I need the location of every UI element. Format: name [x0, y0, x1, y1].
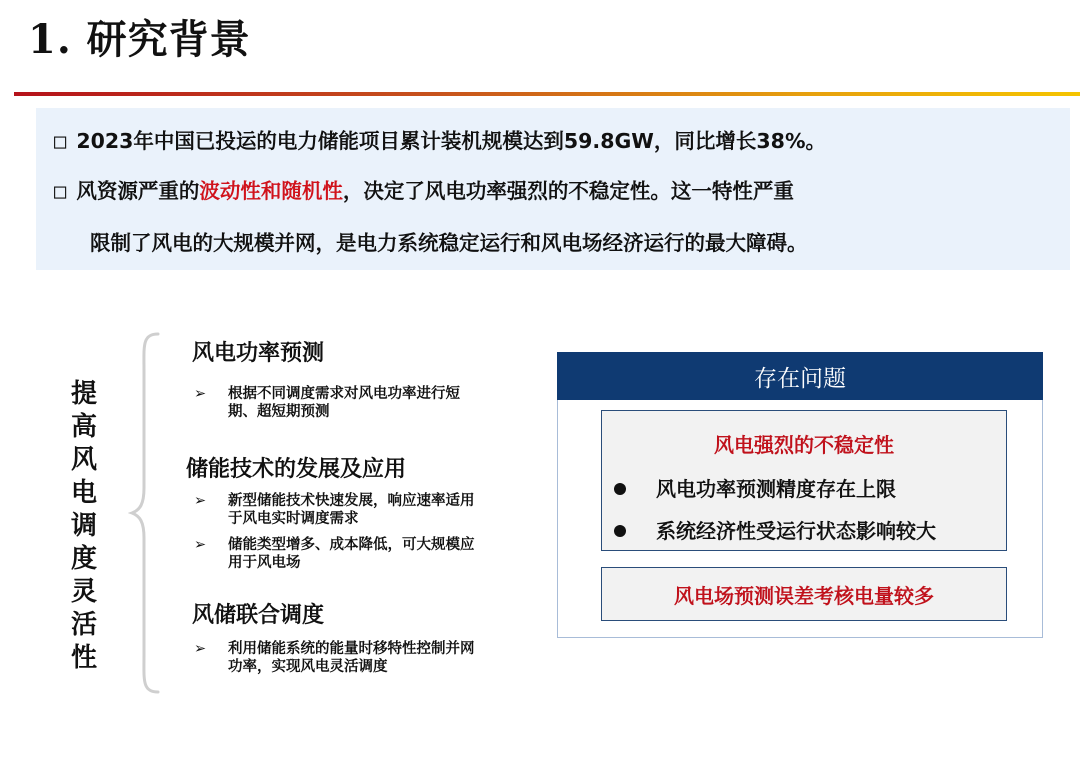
- bullet-dot-icon: [614, 525, 626, 537]
- square-bullet-icon: □: [54, 129, 67, 153]
- error-assessment-box: [601, 567, 1007, 621]
- arrow-bullet-icon: ➢: [194, 537, 207, 553]
- bullet-dot-icon: [614, 483, 626, 495]
- problem-point-text: 风电功率预测精度存在上限: [656, 477, 896, 501]
- instability-title: 风电强烈的不稳定性: [714, 433, 894, 457]
- intro-line-1: [54, 124, 826, 154]
- vertical-label: 提高风电调度灵活性: [70, 379, 97, 673]
- arrow-bullet-icon: ➢: [194, 641, 207, 657]
- error-assessment-title: 风电场预测误差考核电量较多: [674, 583, 934, 608]
- square-bullet-icon: □: [54, 179, 67, 203]
- page-title: 1. 研究背景: [28, 16, 251, 63]
- intro-line-3: 限制了风电的大规模并网，是电力系统稳定运行和风电场经济运行的最大障碍。: [90, 231, 808, 255]
- arrow-bullet-icon: ➢: [194, 386, 207, 402]
- intro-line-1-text: 2023年中国已投运的电力储能项目累计装机规模达到59.8GW，同比增长38%。: [76, 129, 826, 153]
- list-item-text: 储能类型增多、成本降低，可大规模应用于风电场: [228, 537, 475, 571]
- list-item-text: 利用储能系统的能量时移特性控制并网功率，实现风电灵活调度: [228, 641, 475, 675]
- arrow-bullet-icon: ➢: [194, 493, 207, 509]
- problem-point: [614, 473, 896, 502]
- problems-panel-header: 存在问题: [557, 352, 1043, 400]
- section-title-forecast: 风电功率预测: [192, 341, 325, 366]
- left-brace-icon: [128, 332, 162, 694]
- problem-point: [614, 515, 936, 544]
- intro-highlight: 波动性和随机性: [199, 179, 343, 203]
- list-item-text: 新型储能技术快速发展，响应速率适用于风电实时调度需求: [228, 493, 475, 527]
- instability-box: [601, 410, 1007, 551]
- title-divider: [14, 92, 1080, 96]
- intro-line-2: [54, 174, 794, 204]
- list-item-text: 根据不同调度需求对风电功率进行短期、超短期预测: [228, 386, 460, 420]
- intro-line-2-prefix: 风资源严重的: [76, 179, 200, 203]
- section-title-storage: 储能技术的发展及应用: [186, 457, 407, 482]
- section-title-joint-dispatch: 风储联合调度: [192, 603, 325, 628]
- problem-point-text: 系统经济性受运行状态影响较大: [656, 519, 936, 543]
- intro-line-2-suffix: ，决定了风电功率强烈的不稳定性。这一特性严重: [342, 179, 794, 203]
